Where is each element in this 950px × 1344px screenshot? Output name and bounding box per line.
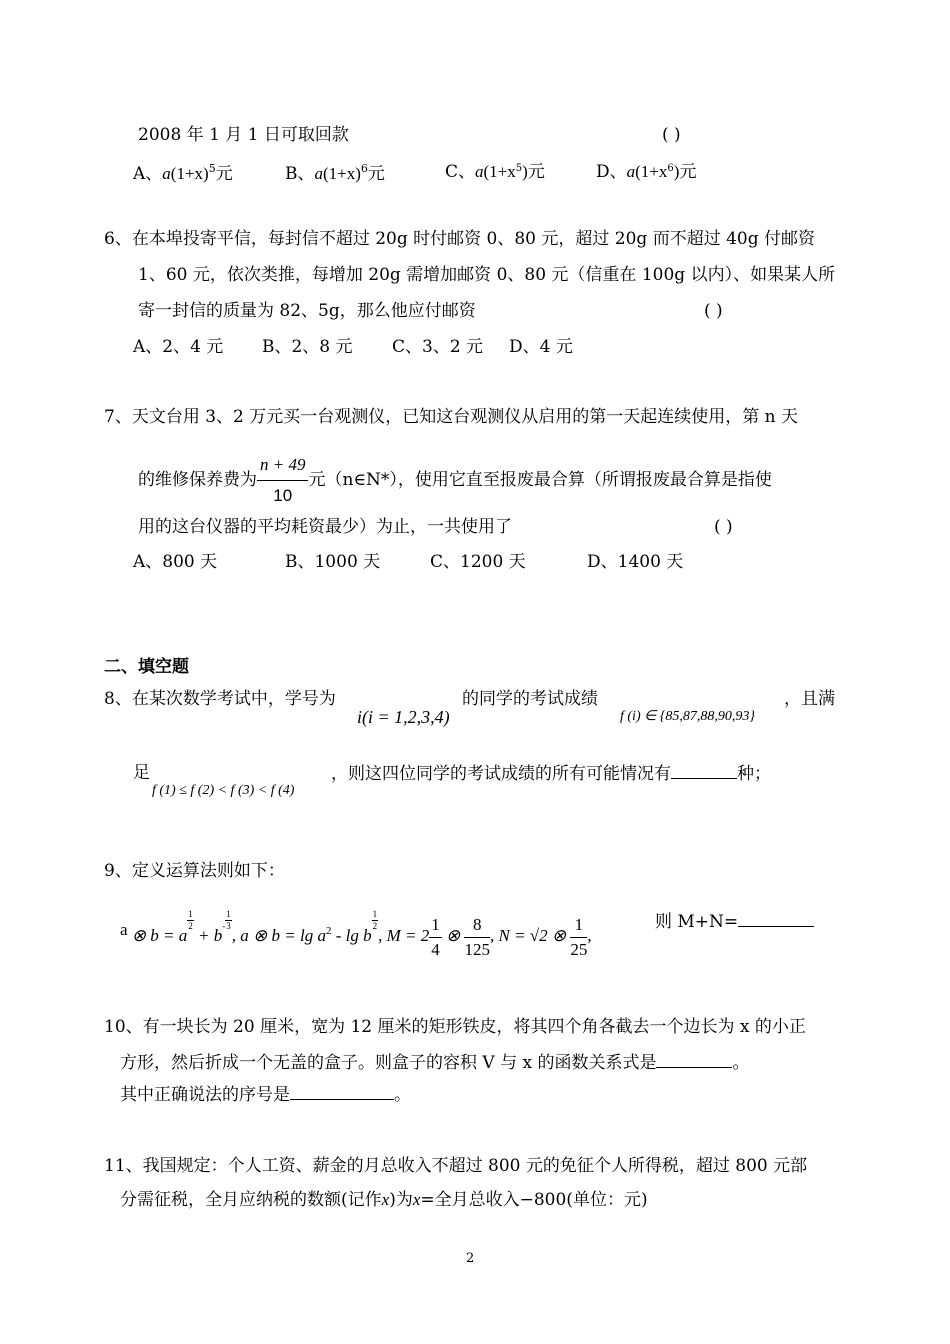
q5-option-a: A、$a(1+x)^5$元 xyxy=(133,162,233,184)
q6-option-b: B、2、8 元 xyxy=(262,337,353,357)
q7-line3: 用的这台仪器的平均耗资最少）为止，一共使用了 xyxy=(138,517,512,537)
q8-line2-post: ，则这四位同学的考试成绩的所有可能情况有 种； xyxy=(331,764,771,784)
q5-option-b: B、$a(1+x)^6$元 xyxy=(285,162,385,184)
q7-option-d: D、1400 天 xyxy=(587,552,684,572)
q5-stem-tail: 2008 年 1 月 1 日可取回款 xyxy=(138,125,349,145)
q6-option-a: A、2、4 元 xyxy=(133,337,224,357)
q8-line1-mid: 的同学的考试成绩 xyxy=(462,689,598,709)
q8-math-inequality: f (1) ≤ f (2) < f (3) < f (4) xyxy=(152,783,295,798)
q11-line2: 分需征税，全月应纳税的数额(记作x)为x=全月总收入−800(单位：元) xyxy=(120,1190,648,1210)
q8-math-score-set: f (i) ∈ {85,87,88,90,93} xyxy=(620,709,755,724)
q7-line2: 的维修保养费为 $\frac{n + 49}{10}$ 元（n∈N*），使用它直至报废最合算（所谓报废最合算是指使 xyxy=(138,452,772,509)
section-heading-fill-in: 二、填空题 xyxy=(104,657,189,677)
q7-option-c: C、1200 天 xyxy=(430,552,526,572)
q8-answer-blank[interactable] xyxy=(671,762,737,779)
page-number: 2 xyxy=(466,1251,475,1266)
q10-line3: 其中正确说法的序号是 。 xyxy=(120,1085,411,1105)
q6-option-d: D、4 元 xyxy=(509,337,573,357)
q6-line3: 寄一封信的质量为 82、5g，那么他应付邮资 xyxy=(138,301,476,321)
q10-answer-blank-1[interactable] xyxy=(656,1051,732,1068)
q6-option-c: C、3、2 元 xyxy=(392,337,484,357)
q10-answer-blank-2[interactable] xyxy=(290,1083,394,1100)
q8-line1-post: ，且满 xyxy=(784,689,835,709)
q9-tail: 则 M+N= xyxy=(655,910,814,933)
q5-option-d: D、$a(1+x^6)$元 xyxy=(596,162,697,182)
q7-option-a: A、800 天 xyxy=(133,552,218,572)
q5-option-c: C、$a(1+x^5)$元 xyxy=(445,162,545,182)
q6-line1: 6、在本埠投寄平信，每封信不超过 20g 时付邮资 0、80 元，超过 20g 而不超过 40g 付邮资 xyxy=(104,229,816,249)
q11-line1: 11、我国规定：个人工资、薪金的月总收入不超过 800 元的免征个人所得税，超过 800 元部 xyxy=(104,1156,808,1176)
q5-answer-paren: ( ) xyxy=(662,125,681,145)
q9-formula: a ⊗ b = a $\frac{1}{2}$ + b- $\frac{1}{3}$ , a ⊗ $b = \lg a^2 - \lg b$ $\frac{1}{2}$ , M = 2 $\frac{1}{4}$ ⊗ $\frac{8}{125}$ , N = √2 ⊗ $\frac{1}{25}$ , xyxy=(120,909,592,959)
q9-answer-blank[interactable] xyxy=(738,910,814,927)
q6-answer-paren: ( ) xyxy=(704,301,723,321)
q9-line1: 9、定义运算法则如下： xyxy=(104,861,285,881)
q7-answer-paren: ( ) xyxy=(714,517,733,537)
q8-line1-pre: 8、在某次数学考试中，学号为 xyxy=(104,689,336,709)
q6-line2: 1、60 元，依次类推，每增加 20g 需增加邮资 0、80 元（信重在 100g 以内）、如果某人所 xyxy=(138,265,836,285)
q10-line1: 10、有一块长为 20 厘米，宽为 12 厘米的矩形铁皮，将其四个角各截去一个边长为 x 的小正 xyxy=(104,1017,806,1037)
q7-fraction: $\frac{n + 49}{10}$ xyxy=(257,452,308,509)
q7-line1: 7、天文台用 3、2 万元买一台观测仪，已知这台观测仪从启用的第一天起连续使用，第 n 天 xyxy=(104,407,799,427)
q8-math-index: i(i = 1,2,3,4) xyxy=(357,707,450,727)
q8-line2-pre: 足 xyxy=(133,763,150,783)
q10-line2: 方形，然后折成一个无盖的盒子。则盒子的容积 V 与 x 的函数关系式是 。 xyxy=(120,1053,750,1073)
q7-option-b: B、1000 天 xyxy=(285,552,381,572)
